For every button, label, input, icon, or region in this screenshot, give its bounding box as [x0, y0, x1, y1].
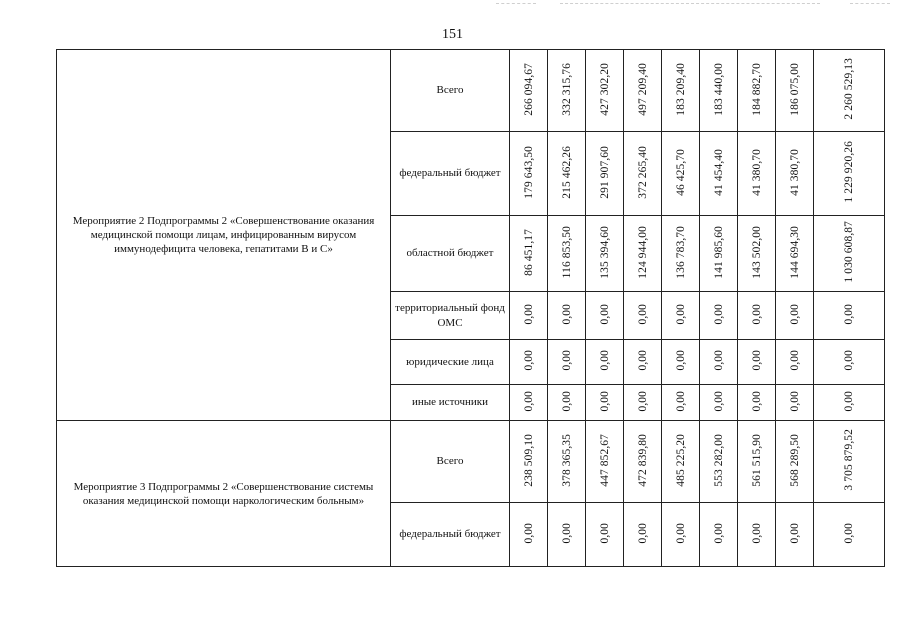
value-text: 0,00 — [788, 303, 801, 325]
value-text: 291 907,60 — [598, 145, 611, 199]
value-text: 0,00 — [843, 303, 855, 325]
value-text: 497 209,40 — [636, 62, 649, 116]
value-cell — [586, 503, 624, 567]
value-cell — [662, 385, 700, 421]
table-row — [57, 50, 885, 132]
value-cell — [700, 503, 738, 567]
funding-source: федеральный бюджет — [391, 503, 510, 567]
value-text: 0,00 — [750, 303, 763, 325]
value-cell — [624, 216, 662, 292]
value-text: 0,00 — [843, 350, 855, 371]
value-text: 183 209,40 — [674, 62, 687, 116]
value-cell — [776, 421, 814, 503]
value-cell — [738, 503, 776, 567]
value-cell — [624, 503, 662, 567]
value-text: 186 075,00 — [788, 62, 801, 116]
value-text: 0,00 — [598, 390, 611, 412]
value-cell — [738, 385, 776, 421]
value-text: 0,00 — [560, 390, 573, 412]
value-cell — [510, 132, 548, 216]
value-text: 46 425,70 — [674, 148, 687, 196]
value-cell — [700, 292, 738, 340]
value-cell — [586, 385, 624, 421]
value-text: 0,00 — [598, 522, 611, 544]
scan-artifact-line — [560, 3, 820, 4]
value-cell — [662, 421, 700, 503]
value-cell — [548, 50, 586, 132]
value-cell — [662, 216, 700, 292]
value-text: 143 502,00 — [750, 225, 763, 279]
value-text: 0,00 — [750, 350, 763, 371]
value-text: 0,00 — [560, 350, 573, 371]
value-cell — [700, 216, 738, 292]
value-text: 41 380,70 — [788, 148, 801, 196]
value-text: 86 451,17 — [522, 228, 535, 276]
value-cell — [662, 132, 700, 216]
value-cell — [548, 292, 586, 340]
value-text: 184 882,70 — [750, 62, 763, 116]
value-cell — [776, 503, 814, 567]
value-text: 0,00 — [636, 522, 649, 544]
value-text: 0,00 — [636, 303, 649, 325]
value-text: 0,00 — [522, 390, 535, 412]
value-cell — [548, 503, 586, 567]
total-cell — [814, 421, 885, 503]
value-text: 485 225,20 — [674, 433, 687, 487]
value-text: 183 440,00 — [712, 62, 725, 116]
value-text: 3 705 879,52 — [843, 429, 855, 491]
value-cell — [586, 421, 624, 503]
value-cell — [624, 132, 662, 216]
value-text: 378 365,35 — [560, 433, 573, 487]
value-cell — [738, 50, 776, 132]
value-cell — [548, 421, 586, 503]
value-text: 1 030 608,87 — [843, 221, 855, 283]
value-cell — [738, 421, 776, 503]
value-text: 2 260 529,13 — [843, 58, 855, 120]
value-text: 215 462,26 — [560, 145, 573, 199]
value-text: 0,00 — [712, 303, 725, 325]
value-cell — [738, 132, 776, 216]
value-cell — [624, 385, 662, 421]
value-text: 561 515,90 — [750, 433, 763, 487]
value-cell — [624, 340, 662, 385]
value-cell — [776, 385, 814, 421]
funding-source: территориальный фонд ОМС — [391, 292, 510, 340]
value-text: 0,00 — [750, 390, 763, 412]
value-text: 0,00 — [843, 390, 855, 412]
value-text: 0,00 — [843, 522, 855, 544]
value-cell — [776, 340, 814, 385]
value-text: 0,00 — [522, 350, 535, 371]
total-cell — [814, 340, 885, 385]
value-text: 0,00 — [636, 350, 649, 371]
value-cell — [510, 50, 548, 132]
value-text: 124 944,00 — [636, 225, 649, 279]
value-text: 0,00 — [788, 390, 801, 412]
funding-source: Всего — [391, 50, 510, 132]
value-text: 332 315,76 — [560, 62, 573, 116]
event-title: Мероприятие 3 Подпрограммы 2 «Совершенствование системы оказания медицинской помощи наркологическим больным» — [57, 421, 391, 567]
value-cell — [662, 503, 700, 567]
value-cell — [776, 292, 814, 340]
value-text: 0,00 — [522, 522, 535, 544]
value-cell — [700, 340, 738, 385]
value-cell — [662, 292, 700, 340]
value-cell — [548, 216, 586, 292]
funding-source: юридические лица — [391, 340, 510, 385]
funding-source: Всего — [391, 421, 510, 503]
value-cell — [586, 216, 624, 292]
value-text: 568 289,50 — [788, 433, 801, 487]
value-cell — [662, 50, 700, 132]
value-text: 0,00 — [598, 303, 611, 325]
value-text: 0,00 — [674, 303, 687, 325]
total-cell — [814, 132, 885, 216]
value-text: 144 694,30 — [788, 225, 801, 279]
value-cell — [624, 50, 662, 132]
value-cell — [738, 340, 776, 385]
value-text: 141 985,60 — [712, 225, 725, 279]
value-cell — [700, 132, 738, 216]
value-text: 447 852,67 — [598, 433, 611, 487]
value-cell — [510, 340, 548, 385]
value-cell — [548, 385, 586, 421]
total-cell — [814, 216, 885, 292]
value-text: 1 229 920,26 — [843, 141, 855, 203]
value-text: 116 853,50 — [560, 225, 573, 279]
value-text: 136 783,70 — [674, 225, 687, 279]
value-cell — [776, 50, 814, 132]
value-cell — [624, 421, 662, 503]
value-cell — [510, 216, 548, 292]
value-cell — [776, 216, 814, 292]
total-cell — [814, 292, 885, 340]
value-text: 553 282,00 — [712, 433, 725, 487]
value-cell — [776, 132, 814, 216]
value-cell — [548, 132, 586, 216]
table-row — [57, 421, 885, 503]
value-text: 427 302,20 — [598, 62, 611, 116]
total-cell — [814, 385, 885, 421]
value-cell — [586, 50, 624, 132]
value-text: 135 394,60 — [598, 225, 611, 279]
value-text: 0,00 — [750, 522, 763, 544]
value-cell — [738, 216, 776, 292]
value-cell — [510, 421, 548, 503]
funding-source: федеральный бюджет — [391, 132, 510, 216]
value-text: 0,00 — [560, 303, 573, 325]
value-text: 0,00 — [522, 303, 535, 325]
value-text: 266 094,67 — [522, 62, 535, 116]
value-cell — [586, 340, 624, 385]
value-text: 0,00 — [712, 522, 725, 544]
value-cell — [700, 385, 738, 421]
value-text: 372 265,40 — [636, 145, 649, 199]
value-text: 0,00 — [712, 390, 725, 412]
value-text: 238 509,10 — [522, 433, 535, 487]
event-title: Мероприятие 2 Подпрограммы 2 «Совершенствование оказания медицинской помощи лицам, инфицированным вирусом иммунодефицита человека, гепатитами В и С» — [57, 50, 391, 421]
value-cell — [510, 292, 548, 340]
value-cell — [510, 503, 548, 567]
value-text: 41 454,40 — [712, 148, 725, 196]
value-text: 0,00 — [788, 350, 801, 371]
value-text: 0,00 — [560, 522, 573, 544]
funding-table — [56, 49, 885, 567]
value-cell — [738, 292, 776, 340]
value-cell — [624, 292, 662, 340]
value-text: 179 643,50 — [522, 145, 535, 199]
value-text: 0,00 — [674, 390, 687, 412]
scan-artifact-line — [850, 3, 890, 4]
page-number: 151 — [442, 27, 463, 42]
value-cell — [700, 421, 738, 503]
value-text: 0,00 — [636, 390, 649, 412]
total-cell — [814, 50, 885, 132]
value-cell — [662, 340, 700, 385]
value-text: 41 380,70 — [750, 148, 763, 196]
funding-source: областной бюджет — [391, 216, 510, 292]
value-cell — [586, 292, 624, 340]
value-cell — [548, 340, 586, 385]
value-text: 0,00 — [712, 350, 725, 371]
scan-artifact-line — [496, 3, 536, 4]
value-text: 0,00 — [598, 350, 611, 371]
total-cell — [814, 503, 885, 567]
value-text: 0,00 — [674, 522, 687, 544]
value-text: 0,00 — [788, 522, 801, 544]
value-text: 0,00 — [674, 350, 687, 371]
value-cell — [510, 385, 548, 421]
value-text: 472 839,80 — [636, 433, 649, 487]
funding-source: иные источники — [391, 385, 510, 421]
value-cell — [700, 50, 738, 132]
value-cell — [586, 132, 624, 216]
